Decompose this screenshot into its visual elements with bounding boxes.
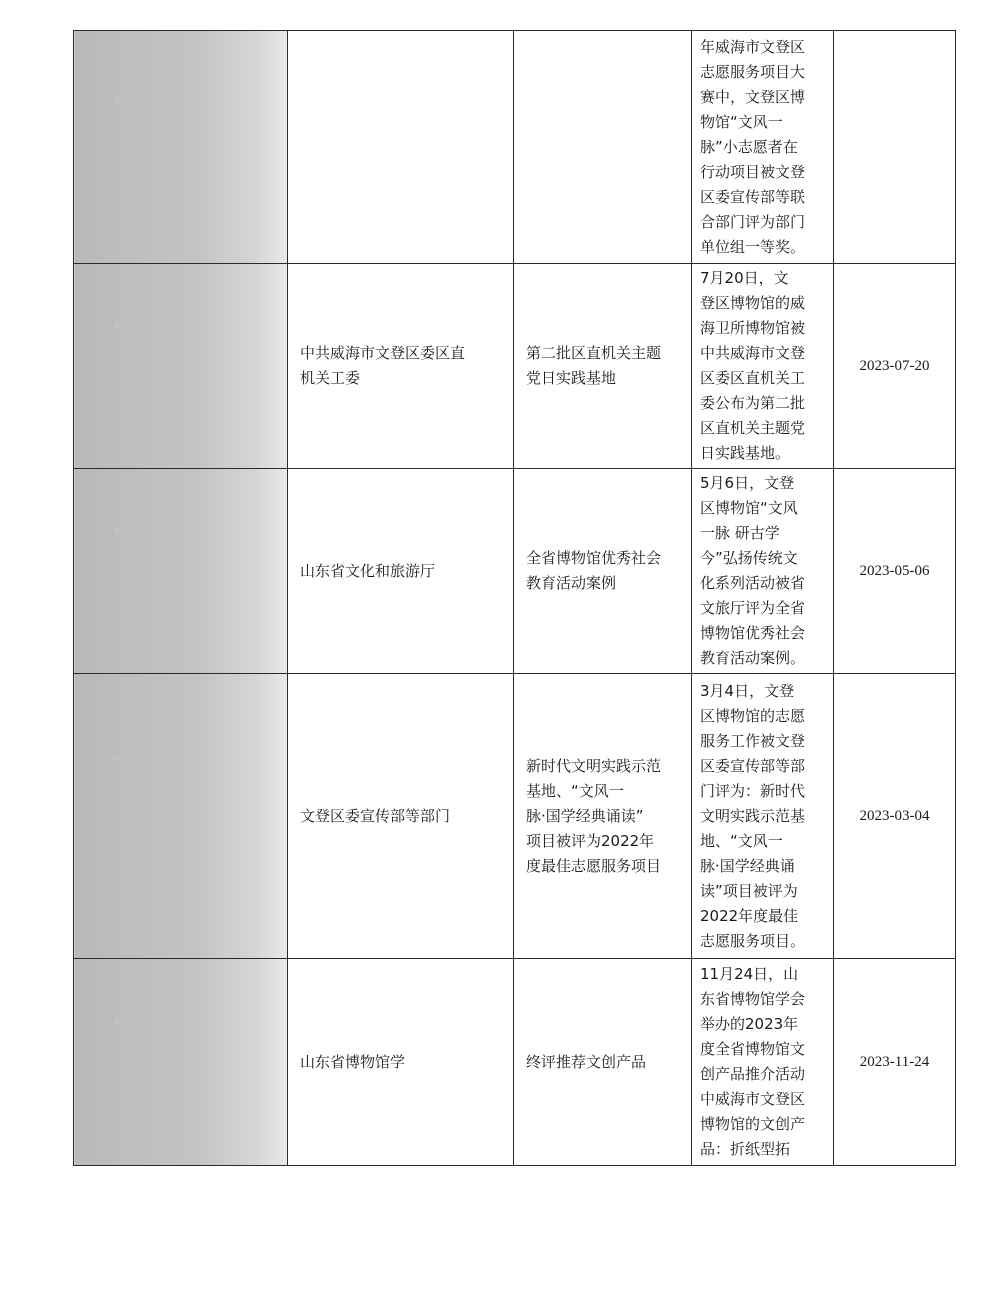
honor-title-text: 新时代文明实践示范 基地、“文风一 脉·国学经典诵读” 项目被评为2022年 度最佳志愿服务项目: [526, 756, 662, 875]
awarding-org-cell: [288, 31, 514, 264]
honor-title-cell: [514, 31, 692, 264]
date-cell: 2023-03-04: [834, 674, 956, 959]
honor-title-text: 第二批区直机关主题 党日实践基地: [526, 344, 662, 387]
shaded-margin-cell: [74, 469, 288, 674]
date-cell: 2023-11-24: [834, 959, 956, 1166]
description-text: 年威海市文登区 志愿服务项目大 赛中，文登区博 物馆“文风一 脉”小志愿者在 行动项目被文登 区委宣传部等联 合部门评为部门 单位组一等奖。: [700, 37, 806, 256]
date-cell: [834, 31, 956, 264]
description-text: 7月20日，文 登区博物馆的威 海卫所博物馆被 中共威海市文登 区委区直机关工 委公布为第二批 区直机关主题党 日实践基地。: [700, 269, 806, 462]
awarding-org-text: 山东省博物馆学: [300, 1052, 406, 1071]
honor-title-cell: [514, 959, 692, 1166]
honor-title-text: 终评推荐文创产品: [526, 1052, 647, 1071]
awarding-org-text: 山东省文化和旅游厅: [300, 561, 436, 580]
table-row: [74, 959, 956, 1166]
description-text: 3月4日，文登 区博物馆的志愿 服务工作被文登 区委宣传部等部 门评为：新时代 文明实践示范基 地、“文风一 脉·国学经典诵 读”项目被评为 2022年度最佳 志愿服务项目。: [700, 681, 806, 950]
description-cell: [692, 469, 834, 674]
description-cell: [692, 674, 834, 959]
awarding-org-cell: [288, 674, 514, 959]
table-row: [74, 31, 956, 264]
shaded-margin-cell: [74, 31, 288, 264]
awarding-org-text: 中共威海市文登区委区直 机关工委: [300, 344, 466, 387]
table-row: [74, 264, 956, 469]
honor-title-cell: [514, 264, 692, 469]
awarding-org-cell: [288, 959, 514, 1166]
honors-table: [73, 30, 956, 1166]
shaded-margin-cell: [74, 959, 288, 1166]
awarding-org-cell: [288, 264, 514, 469]
description-cell: [692, 959, 834, 1166]
honor-title-text: 全省博物馆优秀社会 教育活动案例: [526, 549, 662, 592]
awarding-org-cell: [288, 469, 514, 674]
honor-title-cell: [514, 674, 692, 959]
date-cell: 2023-07-20: [834, 264, 956, 469]
honor-title-cell: [514, 469, 692, 674]
shaded-margin-cell: [74, 264, 288, 469]
description-cell: [692, 31, 834, 264]
table-row: [74, 674, 956, 959]
description-cell: [692, 264, 834, 469]
date-cell: 2023-05-06: [834, 469, 956, 674]
table-row: [74, 469, 956, 674]
description-text: 11月24日，山 东省博物馆学会 举办的2023年 度全省博物馆文 创产品推介活动 中威海市文登区 博物馆的文创产 品：折纸型拓: [700, 965, 806, 1158]
shaded-margin-cell: [74, 674, 288, 959]
awarding-org-text: 文登区委宣传部等部门: [300, 806, 451, 825]
description-text: 5月6日，文登 区博物馆“文风 一脉 研古学 今”弘扬传统文 化系列活动被省 文旅厅评为全省 博物馆优秀社会 教育活动案例。: [700, 474, 806, 667]
